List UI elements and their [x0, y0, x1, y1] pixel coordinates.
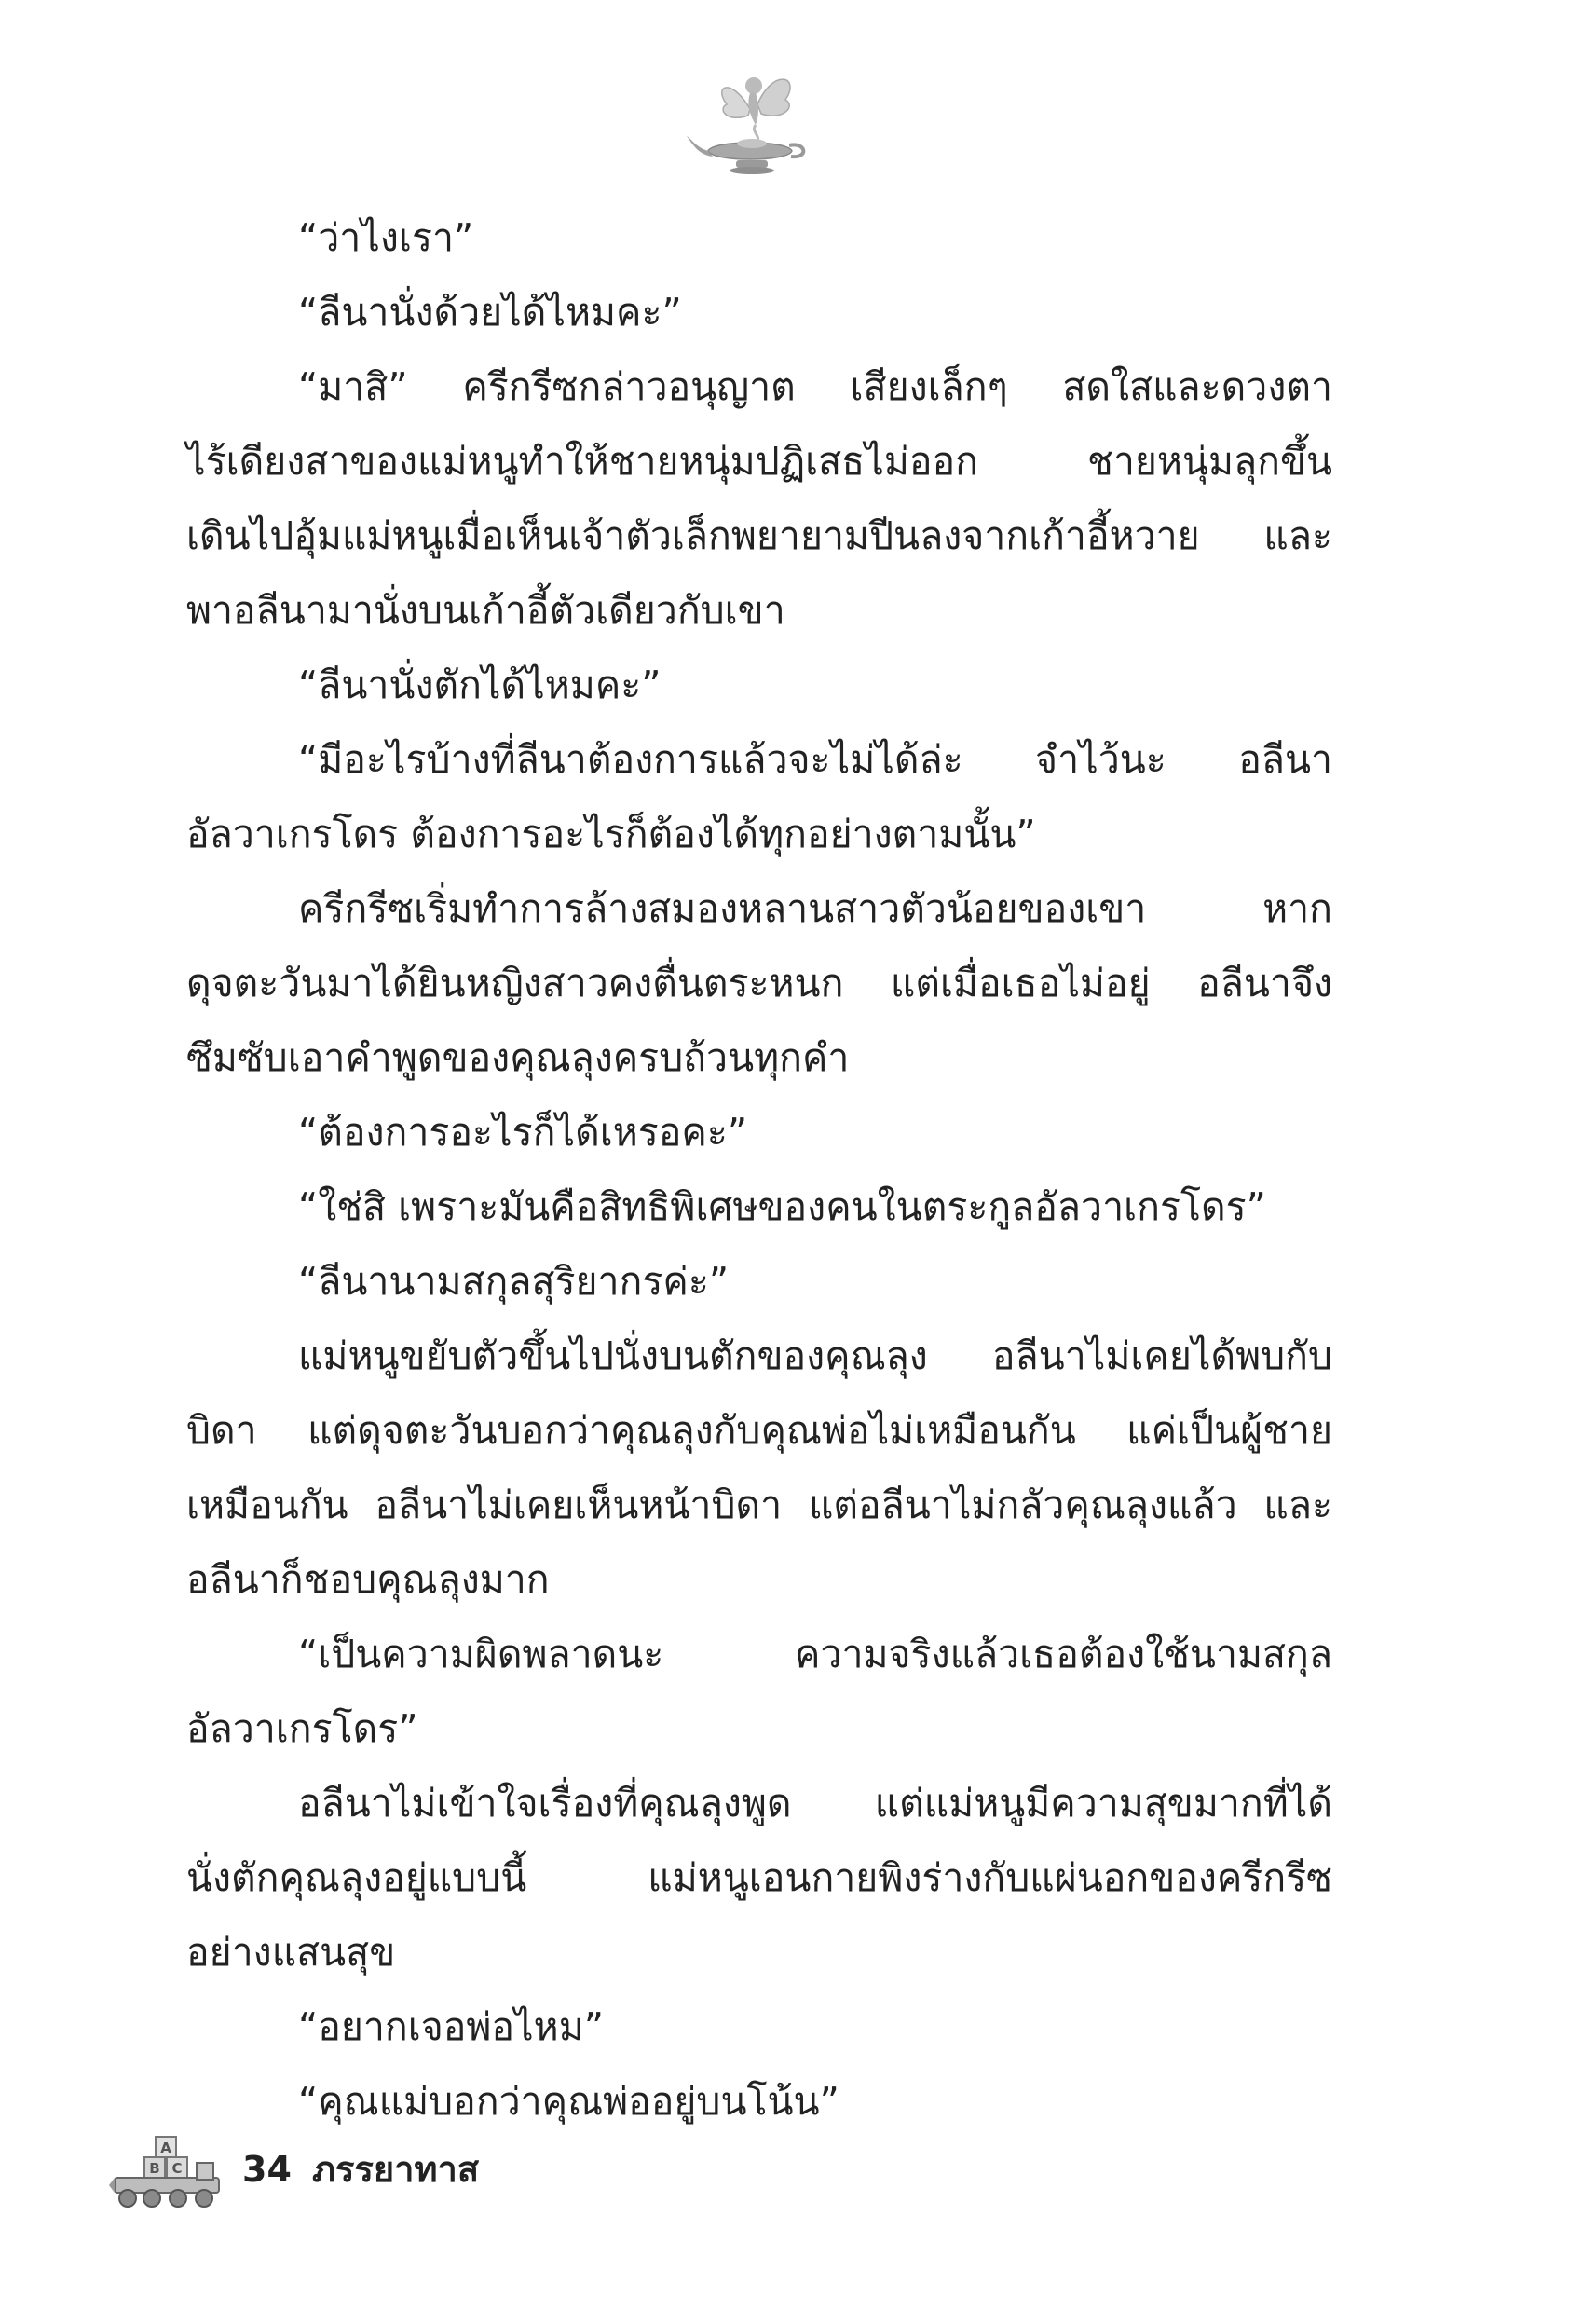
paragraph-line: อลีนาไม่เข้าใจเรื่องที่คุณลุงพูด แต่แม่หนูมีความสุขมากที่ได้ — [298, 1781, 1332, 1826]
paragraph-line: อัลวาเกรโดร” — [186, 1706, 418, 1751]
paragraph-line: บิดา แต่ดุจตะวันบอกว่าคุณลุงกับคุณพ่อไม่เหมือนกัน แค่เป็นผู้ชาย — [186, 1408, 1332, 1453]
paragraph-line: “เป็นความผิดพลาดนะ ความจริงแล้วเธอต้องใช้นามสกุล — [298, 1632, 1332, 1676]
paragraph-line: อลีนาก็ชอบคุณลุงมาก — [186, 1557, 550, 1602]
svg-text:A: A — [160, 2140, 171, 2156]
paragraph-line: แม่หนูขยับตัวขึ้นไปนั่งบนตักของคุณลุง อลีนาไม่เคยได้พบกับ — [298, 1333, 1332, 1378]
paragraph-line: ซึมซับเอาคำพูดของคุณลุงครบถ้วนทุกคำ — [186, 1035, 850, 1080]
paragraph-line: เดินไปอุ้มแม่หนูเมื่อเห็นเจ้าตัวเล็กพยายามปีนลงจากเก้าอี้หวาย และ — [186, 513, 1332, 558]
magic-lamp-fairy-icon — [685, 58, 815, 179]
paragraph-line: อัลวาเกรโดร ต้องการอะไรก็ต้องได้ทุกอย่างตามนั้น” — [186, 812, 1036, 856]
paragraph-line: ครีกรีซเริ่มทำการล้างสมองหลานสาวตัวน้อยของเขา หาก — [298, 886, 1332, 931]
paragraph-line: นั่งตักคุณลุงอยู่แบบนี้ แม่หนูเอนกายพิงร่างกับแผ่นอกของครีกรีซ — [186, 1855, 1332, 1900]
paragraph-line: เหมือนกัน อลีนาไม่เคยเห็นหน้าบิดา แต่อลีนาไม่กลัวคุณลุงแล้ว และ — [186, 1483, 1332, 1527]
svg-text:B: B — [149, 2160, 160, 2177]
paragraph-line: ไร้เดียงสาของแม่หนูทำให้ชายหนุ่มปฏิเสธไม่ออก ชายหนุ่มลุกขึ้น — [186, 439, 1332, 484]
paragraph-line: อย่างแสนสุข — [186, 1930, 396, 1975]
paragraph-line: “มีอะไรบ้างที่ลีนาต้องการแล้วจะไม่ได้ล่ะ จำไว้นะ อลีนา — [298, 737, 1332, 782]
page-number: 34 — [242, 2149, 292, 2190]
toy-train-abc-blocks-icon — [107, 2129, 228, 2213]
paragraph-line: “ใช่สิ เพราะมันคือสิทธิพิเศษของคนในตระกูลอัลวาเกรโดร” — [298, 1184, 1266, 1229]
paragraph-line: “อยากเจอพ่อไหม” — [298, 2004, 604, 2049]
page-footer — [107, 2129, 666, 2213]
paragraph-line: “ลีนานั่งตักได้ไหมคะ” — [298, 663, 662, 707]
book-title: ภรรยาทาส — [312, 2149, 480, 2190]
paragraph-line: “ว่าไงเรา” — [298, 215, 474, 260]
paragraph-line: “คุณแม่บอกว่าคุณพ่ออยู่บนโน้น” — [298, 2079, 839, 2124]
svg-text:C: C — [171, 2160, 183, 2177]
paragraph-line: “ลีนานั่งด้วยได้ไหมคะ” — [298, 290, 682, 335]
paragraph-line: “ต้องการอะไรก็ได้เหรอคะ” — [298, 1110, 748, 1155]
paragraph-line: พาอลีนามานั่งบนเก้าอี้ตัวเดียวกับเขา — [186, 588, 785, 633]
paragraph-line: “ลีนานามสกุลสุริยากรค่ะ” — [298, 1259, 730, 1304]
paragraph-line: “มาสิ” ครีกรีซกล่าวอนุญาต เสียงเล็กๆ สดใสและดวงตา — [298, 364, 1332, 409]
paragraph-line: ดุจตะวันมาได้ยินหญิงสาวคงตื่นตระหนก แต่เมื่อเธอไม่อยู่ อลีนาจึง — [186, 961, 1332, 1005]
